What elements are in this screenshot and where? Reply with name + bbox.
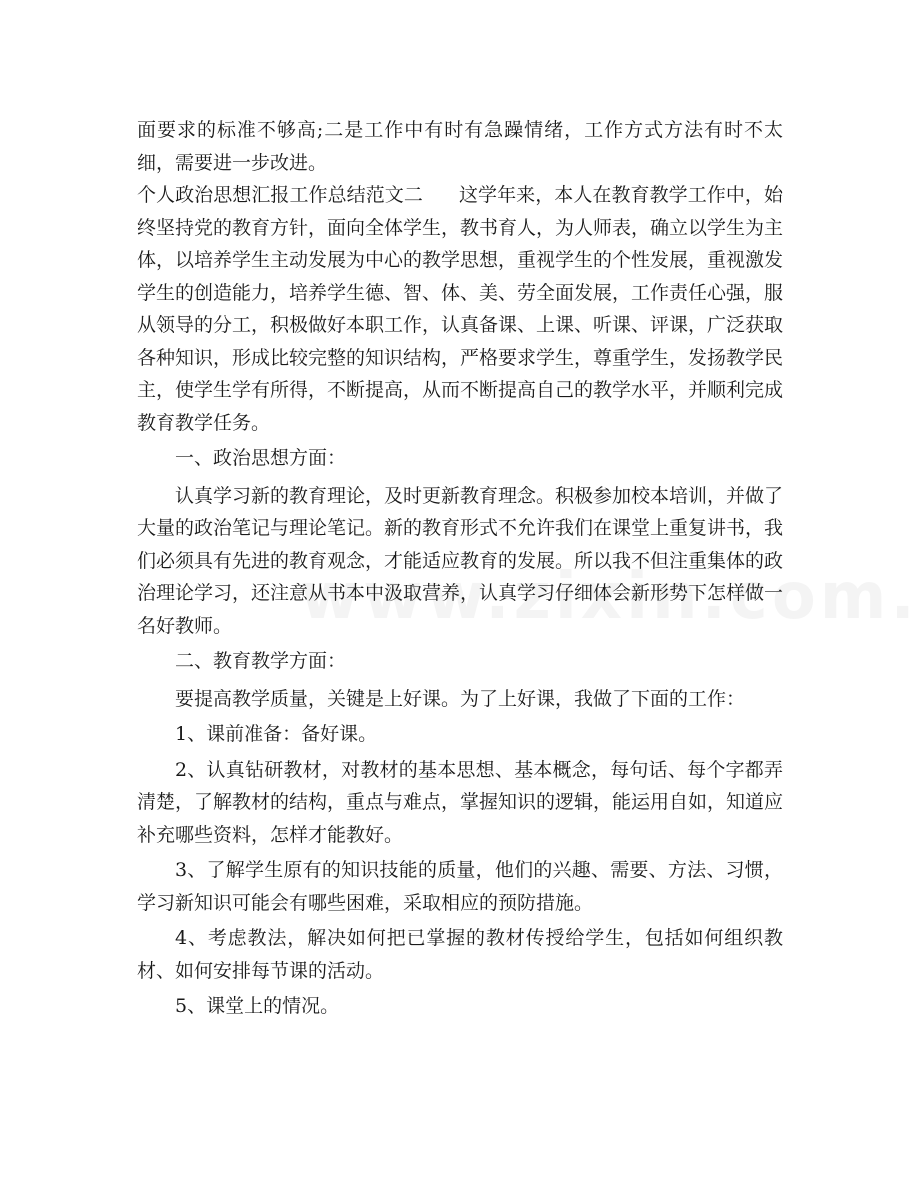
title-intro-paragraph [137, 179, 783, 439]
list-item-3: 3、了解学生原有的知识技能的质量，他们的兴趣、需要、方法、习惯，学习新知识可能会有哪些困难，采取相应的预防措施。 [137, 859, 783, 914]
list-item-2: 2、认真钻研教材，对教材的基本思想、基本概念，每句话、每个字都弄清楚，了解教材的结构，重点与难点，掌握知识的逻辑，能运用自如，知道应补充哪些资料，怎样才能教好。 [137, 758, 784, 846]
list-item-4: 4、考虑教法，解决如何把已掌握的教材传授给学生，包括如何组织教材、如何安排每节课的活动。 [137, 927, 783, 982]
document-title: 个人政治思想汇报工作总结范文二 [137, 184, 423, 206]
intro-text: 这学年来，本人在教育教学工作中，始终坚持党的教育方针，面向全体学生，教书育人，为人师表，确立以学生为主体，以培养学生主动发展为中心的教学思想，重视学生的个性发展，重视激发学生的创造能力，培养学生德、智、体、美、劳全面发展，工作责任心强，服从领导的分工，积极做好本职工作，认真备课、上课、听课、评课，广泛获取各种知识，形成比较完整的知识结构，严格要求学生，尊重学生，发扬教学民主，使学生学有所得，不断提高，从而不断提高自己的教学水平，并顺利完成教育教学任务。 [137, 184, 784, 434]
teaching-intro-paragraph: 要提高教学质量，关键是上好课。为了上好课，我做了下面的工作： [175, 687, 746, 710]
section-heading-politics: 一、政治思想方面： [175, 447, 347, 469]
continued-paragraph: 面要求的标准不够高;二是工作中有时有急躁情绪，工作方式方法有时不太细，需要进一步改进。 [137, 119, 783, 174]
list-item-1: 1、课前准备：备好课。 [175, 723, 378, 745]
section-heading-teaching: 二、教育教学方面： [175, 650, 347, 672]
politics-paragraph: 认真学习新的教育理论，及时更新教育理念。积极参加校本培训，并做了大量的政治笔记与理论笔记。新的教育形式不允许我们在课堂上重复讲书，我们必须具有先进的教育观念，才能适应教育的发展。所以我不但注重集体的政治理论学习，还注意从书本中汲取营养，认真学习仔细体会新形势下怎样做一名好教师。 [137, 484, 784, 637]
list-item-5: 5、课堂上的情况。 [175, 995, 340, 1017]
document-body [137, 114, 783, 1026]
